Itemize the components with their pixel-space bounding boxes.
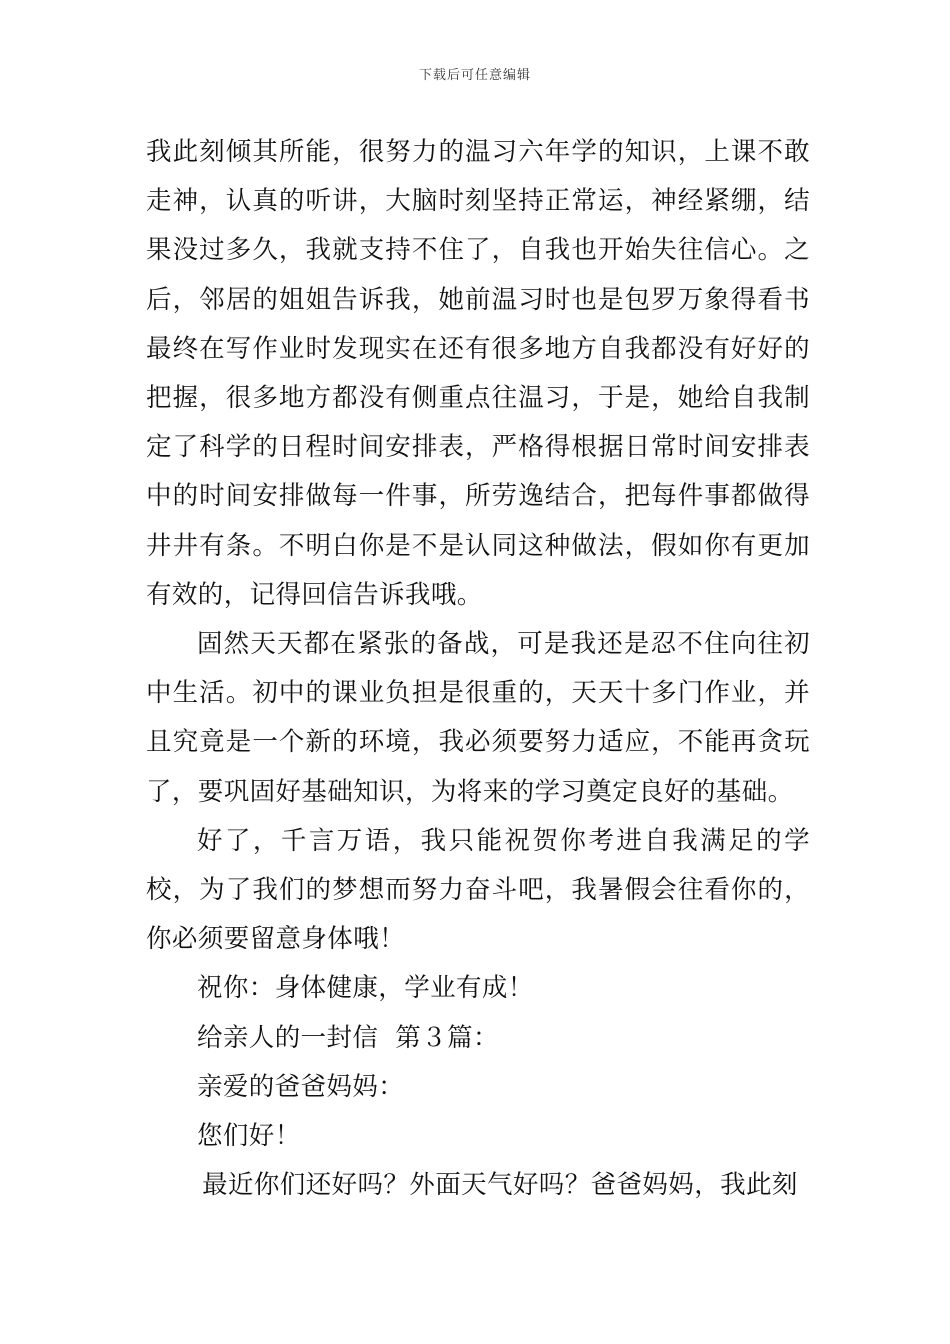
paragraph-2: 固然天天都在紧张的备战，可是我还是忍不住向往初中生活。初中的课业负担是很重的，天天十多门作业，并且究竟是一个新的环境，我必须要努力适应，不能再贪玩了，要巩固好基础知识，为将来的学习奠定良好的基础。 xyxy=(146,629,810,807)
letter-body xyxy=(146,128,810,1210)
greeting: 您们好！ xyxy=(197,1121,301,1152)
section-title: 给亲人的一封信 第３篇： xyxy=(197,1022,499,1053)
salutation: 亲爱的爸爸妈妈： xyxy=(197,1071,405,1102)
paragraph-3: 好了，千言万语，我只能祝贺你考进自我满足的学校，为了我们的梦想而努力奋斗吧，我暑假会往看你的，你必须要留意身体哦！ xyxy=(146,825,810,955)
closing-line: 祝你：身体健康，学业有成！ xyxy=(197,973,534,1004)
paragraph-1: 我此刻倾其所能，很努力的温习六年学的知识，上课不敢走神，认真的听讲，大脑时刻坚持正常运，神经紧绷，结果没过多久，我就支持不住了，自我也开始失往信心。之后，邻居的姐姐告诉我，她前温习时也是包罗万象得看书最终在写作业时发现实在还有很多地方自我都没有好好的把握，很多地方都没有侧重点往温习，于是，她给自我制定了科学的日程时间安排表，严格得根据日常时间安排表中的时间安排做每一件事，所劳逸结合，把每件事都做得井井有条。不明白你是不是认同这种做法，假如你有更加有效的，记得回信告诉我哦。 xyxy=(146,137,810,610)
page-header: 下载后可任意编辑 xyxy=(418,68,531,83)
paragraph-4: 最近你们还好吗？外面天气好吗？爸爸妈妈，我此刻 xyxy=(202,1170,798,1201)
